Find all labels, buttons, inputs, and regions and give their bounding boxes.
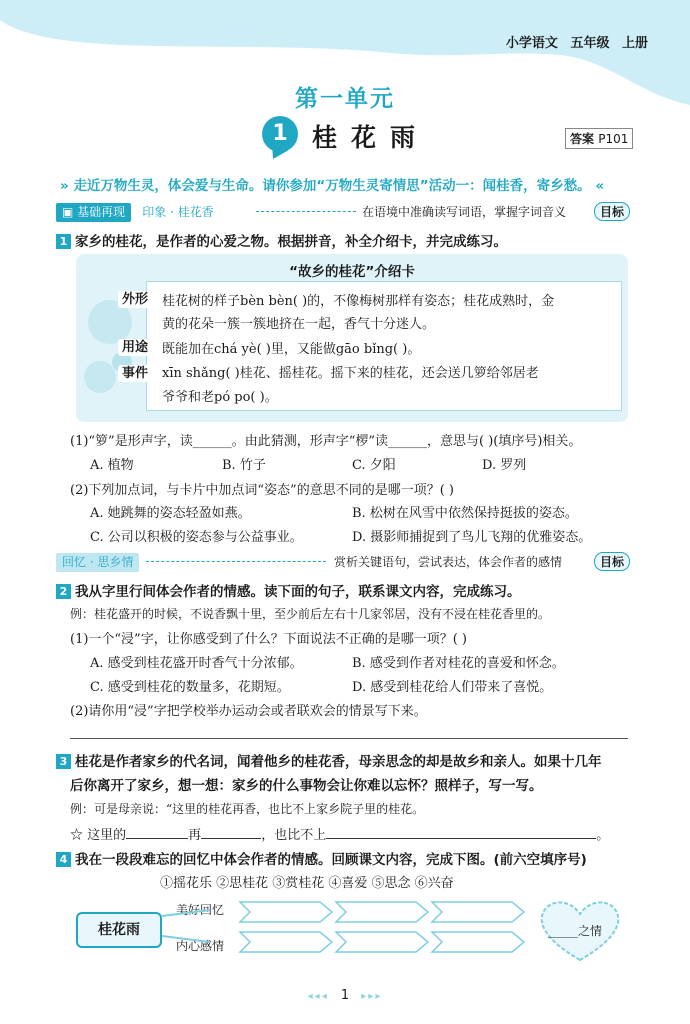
page-footer — [0, 988, 690, 1003]
blank-field[interactable] — [126, 838, 188, 839]
question-number: 1 — [56, 234, 71, 249]
option-a: A. 感受到桂花盛开时香气十分浓郁。 — [90, 656, 303, 671]
option-b: B. 松树在风雪中依然保持挺拔的姿态。 — [352, 506, 578, 521]
question-number: 3 — [56, 754, 71, 769]
option-b: B. 感受到作者对桂花的喜爱和怀念。 — [352, 656, 565, 671]
goal-text: 在语境中准确读写词语，掌握字词音义 — [362, 205, 567, 219]
question-2-sub1: (1)一个“浸”字，让你感受到了什么？下面说法不正确的是哪一项？( ) — [70, 632, 467, 647]
triangle-right-icon: ▸▸▸ — [361, 991, 383, 1002]
question-3-fill: ☆ 这里的 再 ，也比不上 。 — [70, 828, 610, 843]
card-title: “故乡的桂花”介绍卡 — [289, 264, 415, 280]
card-label: 事件 — [118, 365, 152, 382]
option-d: D. 罗列 — [482, 458, 527, 473]
diagram-center-label: 桂花雨 — [76, 912, 162, 948]
lesson-title: 桂花雨 — [312, 123, 430, 152]
option-d: D. 摄影师捕捉到了鸟儿飞翔的优雅姿态。 — [352, 530, 592, 545]
option-c: C. 公司以积极的姿态参与公益事业。 — [90, 530, 303, 545]
card-row-event — [118, 362, 152, 381]
row-label-emotion: 内心感情 — [176, 939, 225, 953]
goal-text: 赏析关键语句，尝试表达，体会作者的感情 — [334, 555, 563, 569]
section-divider — [146, 561, 326, 562]
card-row-text: 桂花树的样子bèn bèn( )的，不像梅树那样有姿态；桂花成熟时，金 — [162, 294, 555, 309]
card-row-text: xīn shǎng( )桂花、摇桂花。摇下来的桂花，还会送几箩给邻居老 — [162, 366, 539, 381]
question-number: 2 — [56, 584, 71, 599]
question-4-prompt: 4 我在一段段难忘的回忆中体会作者的情感。回顾课文内容，完成下图。(前六空填序号) — [56, 848, 587, 868]
option-c: C. 感受到桂花的数量多，花期短。 — [90, 680, 290, 695]
question-2-sub2: (2)请你用“浸”字把学校举办运动会或者联欢会的情景写下来。 — [70, 704, 427, 719]
question-2-example: 例：桂花盛开的时候，不说香飘十里，至少前后左右十几家邻居，没有不浸在桂花香里的。 — [70, 607, 551, 621]
question-3-example: 例：可是母亲说：“这里的桂花再香，也比不上家乡院子里的桂花。 — [70, 802, 425, 816]
intro-text: » 走近万物生灵，体会爱与生命。请你参加“万物生灵寄情思”活动一：闻桂香，寄乡愁。 « — [60, 178, 605, 194]
question-4-options: ①摇花乐 ②思桂花 ③赏桂花 ④喜爱 ⑤思念 ⑥兴奋 — [160, 876, 454, 891]
card-row-text: 既能加在chá yè( )里，又能做gāo bǐng( )。 — [162, 342, 421, 357]
card-row-text: 爷爷和老pó po( )。 — [162, 390, 278, 405]
question-1-sub2: (2)下列加点词，与卡片中加点词“姿态”的意思不同的是哪一项？( ) — [70, 483, 454, 498]
answer-reference: 答案 P101 — [565, 128, 633, 149]
section-divider — [256, 211, 356, 212]
question-2-prompt: 2 我从字里行间体会作者的情感。读下面的句子，联系课文内容，完成练习。 — [56, 580, 521, 600]
question-1-prompt: 1 家乡的桂花，是作者的心爱之物。根据拼音，补全介绍卡，并完成练习。 — [56, 230, 507, 250]
option-d: D. 感受到桂花给人们带来了喜悦。 — [352, 680, 553, 695]
question-3-prompt-line2: 后你离开了家乡，想一想：家乡的什么事物会让你难以忘怀？照样子，写一写。 — [70, 778, 543, 794]
flow-diagram — [150, 892, 540, 962]
option-a: A. 她跳舞的姿态轻盈如燕。 — [90, 506, 251, 521]
goal-tag: 目标 — [594, 202, 630, 221]
answer-line[interactable] — [70, 738, 628, 739]
card-row-usage — [118, 336, 152, 355]
question-1-sub1: (1)“箩”是形声字，读______。由此猜测，形声字“椤”读______，意思与( )(填序号)相关。 — [70, 434, 582, 449]
unit-title: 第一单元 — [295, 86, 395, 112]
card-row-text: 黄的花朵一簇一簇地挤在一起，香气十分迷人。 — [162, 317, 436, 332]
blank-field[interactable] — [201, 838, 261, 839]
option-b: B. 竹子 — [222, 458, 266, 473]
question-number: 4 — [56, 852, 71, 867]
option-a: A. 植物 — [90, 458, 134, 473]
row-label-memory: 美好回忆 — [176, 903, 225, 917]
triangle-left-icon: ◂◂◂ — [307, 991, 329, 1002]
goal-tag: 目标 — [594, 552, 630, 571]
double-arrow-icon: » — [60, 178, 69, 194]
star-icon: ☆ — [70, 828, 84, 843]
card-label: 用途 — [118, 339, 152, 356]
option-c: C. 夕阳 — [352, 458, 396, 473]
book-icon: ▣ — [62, 205, 74, 219]
section-subtitle: 印象 · 桂花香 — [142, 205, 214, 219]
section-bar-1 — [56, 201, 636, 221]
question-3-prompt-line1: 3 桂花是作者家乡的代名词，闻着他乡的桂花香，母亲思念的却是故乡和亲人。如果十几年 — [56, 750, 602, 770]
page-number: 1 — [340, 988, 350, 1003]
header-info: 小学语文 五年级 上册 — [505, 36, 648, 51]
card-row-appearance — [118, 288, 152, 307]
section-tag: ▣ 基础再现 — [56, 203, 131, 222]
card-label: 外形 — [118, 291, 152, 308]
heart-blank[interactable]: _____之情 — [548, 924, 603, 938]
section-tag: 回忆 · 思乡情 — [56, 553, 139, 572]
section-bar-2 — [56, 551, 636, 571]
lesson-number: 1 — [262, 116, 298, 152]
blank-field[interactable] — [326, 838, 596, 839]
double-arrow-icon: « — [595, 178, 605, 194]
